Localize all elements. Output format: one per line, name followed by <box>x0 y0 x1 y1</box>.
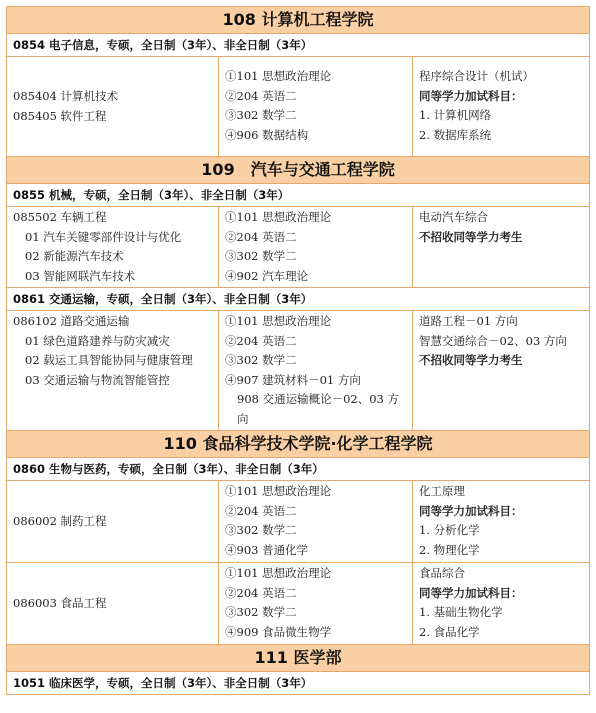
program-row-1051: 1051 临床医学，专硕，全日制（3年）、非全日制（3年） <box>7 672 590 695</box>
major-cell <box>7 207 219 288</box>
dept-header-108: 108 计算机工程学院 <box>7 7 590 34</box>
admissions-table-page <box>6 6 590 695</box>
extra-subject: 2. 食品化学 <box>419 624 480 639</box>
direction-item: 03 智能网联汽车技术 <box>25 268 136 283</box>
program-row-0860: 0860 生物与医药，专硕，全日制（3年）、非全日制（3年） <box>7 458 590 481</box>
retest-title: 道路工程－01 方向 <box>419 314 518 328</box>
major-item: 085502 车辆工程 <box>13 210 107 224</box>
exam-item: ④902 汽车理论 <box>225 268 309 283</box>
major-item: 086003 食品工程 <box>13 595 107 610</box>
dept-header-110: 110 食品科学技术学院·化学工程学院 <box>7 431 590 458</box>
direction-item: 01 绿色道路建养与防灾减灾 <box>25 333 170 348</box>
exam-item: ①101 思想政治理论 <box>225 484 332 498</box>
exam-item: ①101 思想政治理论 <box>225 210 332 224</box>
retest-title: 食品综合 <box>419 566 465 580</box>
exam-item: ④906 数据结构 <box>225 127 309 142</box>
retest-title: 化工原理 <box>419 484 465 498</box>
retest-cell <box>413 57 590 157</box>
exam-item: ③302 数学二 <box>225 605 297 619</box>
major-cell <box>7 563 219 645</box>
retest-cell <box>413 563 590 645</box>
equivalent-note: 同等学力加试科目： <box>419 88 523 103</box>
exam-item: ①101 思想政治理论 <box>225 69 332 83</box>
major-cell <box>7 311 219 431</box>
exam-subjects-cell <box>219 311 413 431</box>
exam-item: ③302 数学二 <box>225 523 297 537</box>
exam-item: ④903 普通化学 <box>225 542 309 557</box>
major-item: 086102 道路交通运输 <box>13 314 130 328</box>
retest-title: 程序综合设计（机试） <box>419 69 534 83</box>
direction-item: 02 新能源汽车技术 <box>25 249 124 263</box>
exam-subjects-cell <box>219 207 413 288</box>
major-cell <box>7 57 219 157</box>
exam-subjects-cell <box>219 57 413 157</box>
retest-cell <box>413 207 590 288</box>
exam-item: ③302 数学二 <box>225 353 297 367</box>
exam-item: ①101 思想政治理论 <box>225 566 332 580</box>
exam-item: ②204 英语二 <box>225 585 297 600</box>
retest-cell <box>413 481 590 563</box>
major-item: 085404 计算机技术 <box>13 89 119 103</box>
exam-item: ④909 食品微生物学 <box>225 624 332 639</box>
major-item: 085405 软件工程 <box>13 108 107 123</box>
extra-subject: 1. 计算机网络 <box>419 108 492 122</box>
program-row-0854: 0854 电子信息，专硕，全日制（3年）、非全日制（3年） <box>7 34 590 57</box>
no-equivalent-note: 不招收同等学力考生 <box>419 229 523 244</box>
extra-subject: 2. 物理化学 <box>419 542 480 557</box>
direction-item: 01 汽车关键零部件设计与优化 <box>25 229 182 244</box>
equivalent-note: 同等学力加试科目： <box>419 503 523 518</box>
exam-item: ②204 英语二 <box>225 229 297 244</box>
exam-subjects-cell <box>219 481 413 563</box>
retest-cell <box>413 311 590 431</box>
exam-item: 908 交通运输概论－02、03 方向 <box>237 392 400 426</box>
dept-header-109: 109 汽车与交通工程学院 <box>7 157 590 184</box>
extra-subject: 1. 分析化学 <box>419 523 480 537</box>
major-cell <box>7 481 219 563</box>
program-row-0861: 0861 交通运输，专硕，全日制（3年）、非全日制（3年） <box>7 288 590 311</box>
retest-title: 智慧交通综合－02、03 方向 <box>419 333 567 348</box>
admissions-table <box>6 6 590 695</box>
exam-item: ②204 英语二 <box>225 503 297 518</box>
exam-item: ④907 建筑材料－01 方向 <box>225 372 361 387</box>
direction-item: 03 交通运输与物流智能管控 <box>25 372 170 387</box>
no-equivalent-note: 不招收同等学力考生 <box>419 353 523 367</box>
dept-header-111: 111 医学部 <box>7 645 590 672</box>
extra-subject: 1. 基础生物化学 <box>419 605 503 619</box>
exam-item: ②204 英语二 <box>225 88 297 103</box>
equivalent-note: 同等学力加试科目： <box>419 585 523 600</box>
exam-item: ①101 思想政治理论 <box>225 314 332 328</box>
extra-subject: 2. 数据库系统 <box>419 127 492 142</box>
major-item: 086002 制药工程 <box>13 513 107 528</box>
direction-item: 02 载运工具智能协同与健康管理 <box>25 353 193 367</box>
program-row-0855: 0855 机械，专硕，全日制（3年）、非全日制（3年） <box>7 184 590 207</box>
exam-item: ②204 英语二 <box>225 333 297 348</box>
retest-title: 电动汽车综合 <box>419 210 488 224</box>
exam-subjects-cell <box>219 563 413 645</box>
exam-item: ③302 数学二 <box>225 108 297 122</box>
exam-item: ③302 数学二 <box>225 249 297 263</box>
